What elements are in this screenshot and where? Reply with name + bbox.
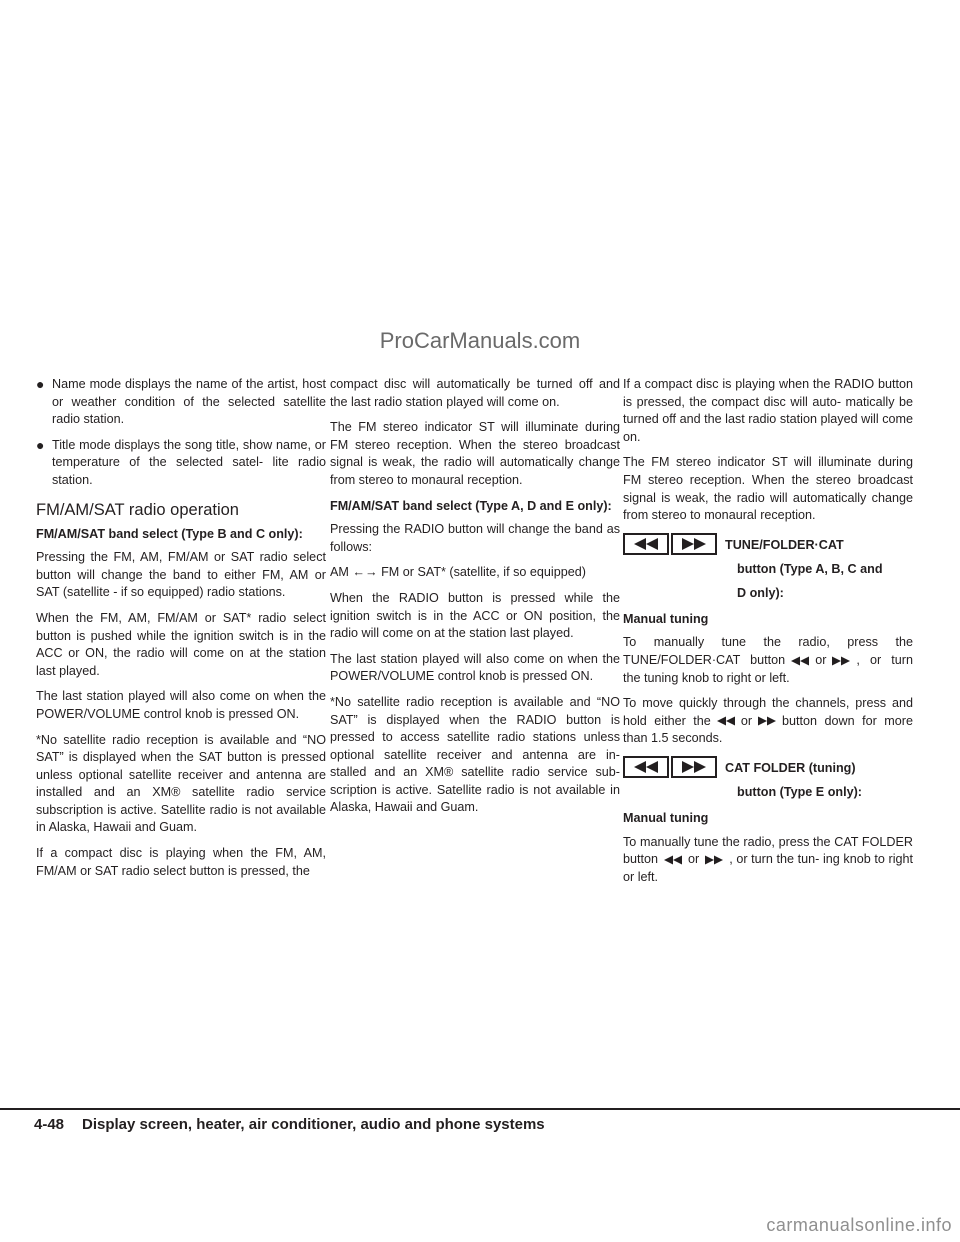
column-1 <box>36 376 326 888</box>
text-run: To manually tune the radio, press the TUNE/FOLDER·CAT button <box>623 635 913 667</box>
button-label-line: D only): <box>737 585 784 600</box>
text-run: or <box>688 852 700 867</box>
subheading-type-a-d-e: FM/AM/SAT band select (Type A, D and E only): <box>330 498 612 513</box>
watermark-procarmanuals: ProCarManuals.com <box>379 328 581 353</box>
watermark-carmanualsonline: carmanualsonline.info <box>766 1215 952 1235</box>
text-run: , or turn the tuning knob to right or left. <box>623 652 913 685</box>
text-run: or <box>815 652 827 667</box>
fast-forward-button-icon <box>671 756 717 778</box>
paragraph: Pressing the FM, AM, FM/AM or SAT radio select button will change the band to either FM, AM or SAT (satellite - if so equipped) radio stations. <box>36 550 326 600</box>
section-title: FM/AM/SAT radio operation <box>36 500 239 519</box>
fast-forward-icon <box>705 855 723 865</box>
subheading-type-b-c: FM/AM/SAT band select (Type B and C only): <box>36 526 303 541</box>
button-label-line: CAT FOLDER (tuning) <box>725 760 856 775</box>
fast-forward-icon <box>832 656 850 666</box>
band-sequence: AM ←→ FM or SAT* (satellite, if so equipped) <box>330 565 586 580</box>
column-2 <box>330 376 620 825</box>
page-number: 4-48 <box>34 1116 65 1133</box>
text-run: or <box>740 713 753 728</box>
paragraph: The last station played will also come on when the POWER/VOLUME control knob is pressed ON. <box>36 689 326 721</box>
paragraph <box>623 695 913 748</box>
paragraph: compact disc will automatically be turned off and the last radio station played will come on. <box>330 377 620 409</box>
button-label-line: TUNE/FOLDER·CAT <box>725 537 844 552</box>
column-3 <box>623 376 913 894</box>
footer-title: Display screen, heater, air conditioner, audio and phone systems <box>82 1116 545 1133</box>
cat-folder-button-diagram <box>623 756 913 804</box>
rewind-icon <box>717 716 735 726</box>
bullet-item <box>36 376 326 429</box>
bullet-icon: ● <box>36 436 45 453</box>
text-run: , or turn the tun- ing knob to right or left. <box>623 852 913 884</box>
seek-button-pair <box>623 533 719 555</box>
bullet-icon: ● <box>36 376 45 392</box>
paragraph: If a compact disc is playing when the FM, AM, FM/AM or SAT radio select button is pressed, the <box>36 846 326 878</box>
paragraph: *No satellite radio reception is available and “NO SAT” is displayed when the RADIO button is pressed to access satellite radio stations unless optional satellite receiver and antenna are in- stalled and an XM® satellite radio service sub- scription is active. Satellite radio is not available in Alaska, Hawaii and Guam. <box>330 694 620 815</box>
paragraph <box>623 634 913 687</box>
tune-folder-cat-button-diagram <box>623 533 913 605</box>
text-run: button down for more than 1.5 seconds. <box>623 713 913 746</box>
rewind-icon <box>791 656 809 666</box>
button-label-line: button (Type E only): <box>737 784 862 799</box>
button-label-line: button (Type A, B, C and <box>737 561 883 576</box>
page-footer <box>0 1108 960 1133</box>
button-label <box>725 533 883 605</box>
rewind-button-icon <box>623 533 669 555</box>
rewind-button-icon <box>623 756 669 778</box>
paragraph: When the FM, AM, FM/AM or SAT* radio select button is pushed while the ignition switch is in the ACC or ON, the radio will come on at the station last played. <box>36 610 326 678</box>
rewind-icon <box>664 855 682 865</box>
paragraph: The last station played will also come on when the POWER/VOLUME control knob is pressed ON. <box>330 651 620 684</box>
subheading-manual-tuning: Manual tuning <box>623 611 709 626</box>
bullet-item <box>36 437 326 490</box>
paragraph: Pressing the RADIO button will change the band as follows: <box>330 522 620 554</box>
paragraph: The FM stereo indicator ST will illuminate during FM stereo reception. When the stereo broadcast signal is weak, the radio will automatically change from stereo to monaural reception. <box>330 420 620 487</box>
bullet-text: Name mode displays the name of the artist, host or weather condition of the selected satellite radio station. <box>52 377 326 427</box>
seek-button-pair <box>623 756 719 778</box>
paragraph: The FM stereo indicator ST will illuminate during FM stereo reception. When the stereo broadcast signal is weak, the radio will automatically change from stereo to monaural reception. <box>623 455 913 523</box>
fast-forward-icon <box>758 716 776 726</box>
button-label <box>725 756 862 804</box>
paragraph: When the RADIO button is pressed while the ignition switch is in the ACC or ON position, the radio will come on at the station last played. <box>330 590 620 641</box>
text-run: To move quickly through the channels, press and hold either the <box>623 696 913 728</box>
paragraph: If a compact disc is playing when the RADIO button is pressed, the compact disc will auto- matically be turned off and the last radio station played will come on. <box>623 377 913 444</box>
bullet-text: Title mode displays the song title, show name, or temperature of the selected satel- lite radio station. <box>52 437 326 487</box>
text-run: To manually tune the radio, press the CAT FOLDER button <box>623 834 913 867</box>
fast-forward-button-icon <box>671 533 717 555</box>
paragraph: *No satellite radio reception is available and “NO SAT” is displayed when the SAT button is pressed unless optional satellite receiver and antenna are installed and an XM® satellite radio service subscription is active. Satellite radio is not available in Alaska, Hawaii and Guam. <box>36 732 326 835</box>
subheading-manual-tuning: Manual tuning <box>623 810 709 825</box>
paragraph <box>623 834 913 887</box>
